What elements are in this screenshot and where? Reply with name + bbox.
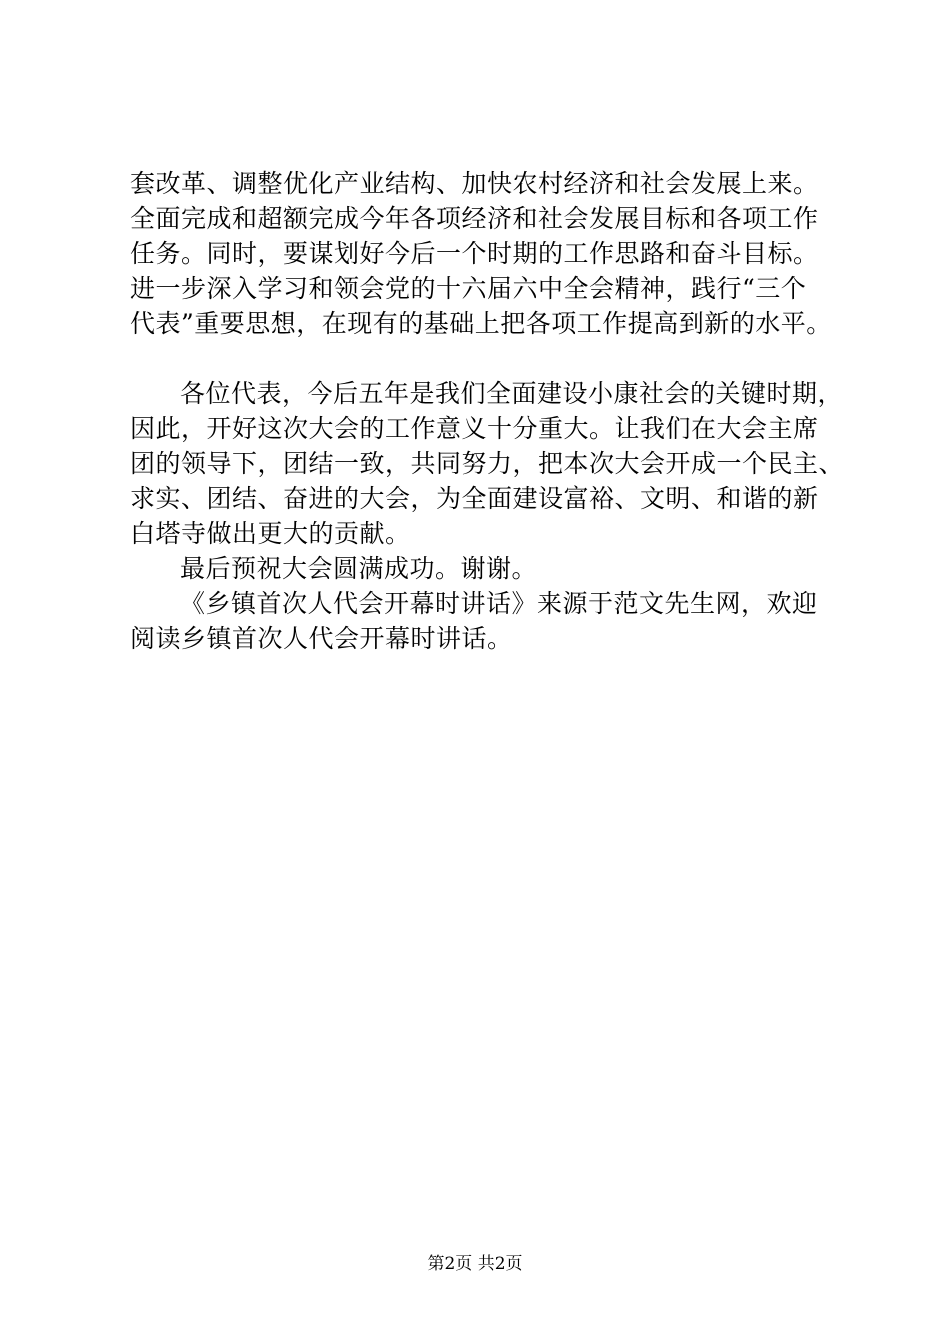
text-line: 全面完成和超额完成今年各项经济和社会发展目标和各项工作 [130,204,819,233]
text-line: 最后预祝大会圆满成功。谢谢。 [180,554,538,583]
page-number-footer: 第2页 共2页 [427,1254,523,1274]
paragraph-3 [130,551,850,586]
document-body [130,166,850,656]
text-line: 团的领导下，团结一致，共同努力，把本次大会开成一个民主、 [130,449,845,478]
text-line: 套改革、调整优化产业结构、加快农村经济和社会发展上来。 [130,169,819,198]
text-line: 任务。同时，要谋划好今后一个时期的工作思路和奋斗目标。 [130,239,819,268]
text-line: 求实、团结、奋进的大会，为全面建设富裕、文明、和谐的新 [130,484,819,513]
paragraph-spacer [130,341,850,376]
text-line: 代表”重要思想，在现有的基础上把各项工作提高到新的水平。 [130,309,832,338]
text-line: 阅读乡镇首次人代会开幕时讲话。 [130,624,513,653]
text-line: 因此，开好这次大会的工作意义十分重大。让我们在大会主席 [130,414,819,443]
paragraph-4 [130,586,850,656]
text-line: 《乡镇首次人代会开幕时讲话》来源于范文先生网，欢迎 [180,589,818,618]
paragraph-2 [130,376,850,551]
text-line: 白塔寺做出更大的贡献。 [130,519,411,548]
paragraph-1 [130,166,850,341]
text-line: 进一步深入学习和领会党的十六届六中全会精神，践行“三个 [130,274,807,303]
text-line: 各位代表，今后五年是我们全面建设小康社会的关键时期， [180,379,844,408]
